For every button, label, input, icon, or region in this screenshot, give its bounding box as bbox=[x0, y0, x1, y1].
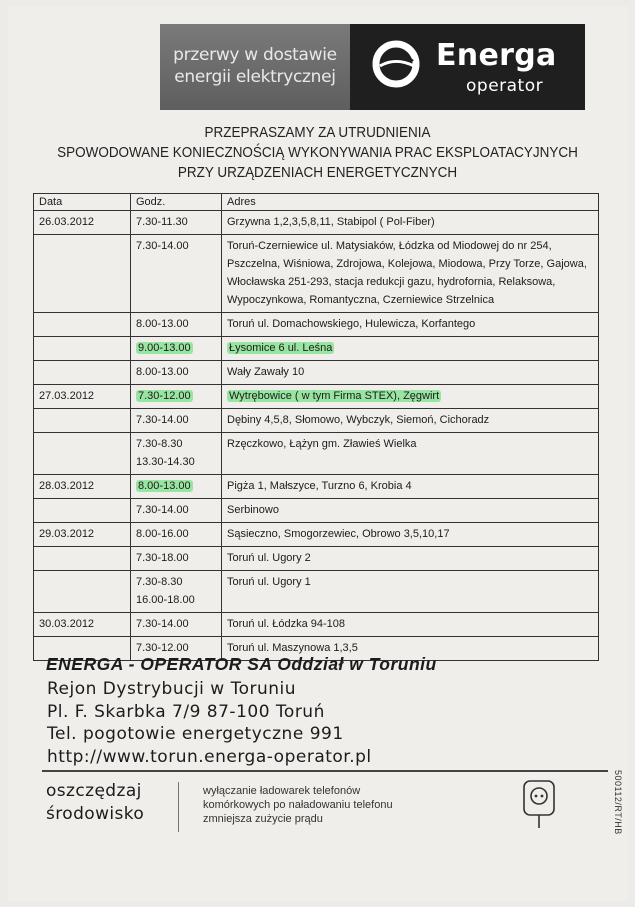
cell-time-text: 8.00-13.00 bbox=[138, 480, 191, 492]
cell-address bbox=[222, 499, 599, 523]
cell-address bbox=[222, 313, 599, 337]
cell-address bbox=[222, 337, 599, 361]
cell-time-text: 8.00-13.00 bbox=[136, 366, 189, 378]
cell-time-text: 7.30-8.30 16.00-18.00 bbox=[136, 576, 195, 606]
cell-date bbox=[34, 385, 131, 409]
outage-schedule-table bbox=[33, 193, 599, 661]
brand-subtitle: operator bbox=[466, 76, 544, 96]
cell-address-text: Toruń ul. Łódzka 94-108 bbox=[227, 618, 346, 630]
cell-address bbox=[222, 523, 599, 547]
table-row bbox=[34, 409, 599, 433]
cell-time bbox=[131, 385, 222, 409]
cell-time bbox=[131, 571, 222, 613]
cell-date bbox=[34, 571, 131, 613]
cell-date bbox=[34, 523, 131, 547]
cell-address-text: Grzywna 1,2,3,5,8,11, Stabipol ( Pol-Fiber) bbox=[227, 216, 435, 228]
cell-date-text: 30.03.2012 bbox=[39, 618, 95, 630]
cell-address-text: Toruń-Czerniewice ul. Matysiaków, Łódzka od Miodowej do nr 254, Pszczelna, Wiśniowa, Zdrojowa, Kolejowa, Miodowa, Przy Torze, Gajowa, Włocławska 251-293, stacja redukcji gazu, hydrofornia, Relaksowa, Wypoczynkowa, Romantyczna, Czerniewice Strzelnica bbox=[227, 240, 587, 306]
heading-line2: SPOWODOWANE KONIECZNOŚCIĄ WYKONYWANIA PRAC EKSPLOATACYJNYCH bbox=[57, 145, 578, 161]
cell-date bbox=[34, 409, 131, 433]
cell-address bbox=[222, 547, 599, 571]
column-header-address: Adres bbox=[222, 194, 599, 211]
cell-address bbox=[222, 475, 599, 499]
cell-time bbox=[131, 547, 222, 571]
cell-date-text: 28.03.2012 bbox=[39, 480, 95, 492]
cell-time bbox=[131, 313, 222, 337]
cell-time-text: 7.30-14.00 bbox=[136, 414, 189, 426]
cell-address-text: Wały Zawały 10 bbox=[227, 366, 305, 378]
cell-time-text: 7.30-8.30 13.30-14.30 bbox=[136, 438, 195, 468]
cell-time-text: 9.00-13.00 bbox=[138, 342, 191, 354]
eco-note bbox=[203, 784, 483, 826]
cell-date bbox=[34, 211, 131, 235]
cell-date bbox=[34, 547, 131, 571]
banner-left-line2: energii elektrycznej bbox=[174, 67, 336, 87]
cell-date bbox=[34, 499, 131, 523]
table-row bbox=[34, 235, 599, 313]
ad-code: 500112/RT/HB bbox=[613, 770, 623, 835]
column-header-time: Godz. bbox=[131, 194, 222, 211]
cell-time-text: 7.30-14.00 bbox=[136, 504, 189, 516]
cell-time bbox=[131, 499, 222, 523]
cell-date bbox=[34, 337, 131, 361]
table-row bbox=[34, 547, 599, 571]
cell-time-text: 7.30-14.00 bbox=[136, 240, 189, 252]
table-row bbox=[34, 385, 599, 409]
eco-slogan-line1: oszczędzaj bbox=[46, 781, 142, 801]
plug-icon bbox=[521, 778, 557, 830]
address-line1: Rejon Dystrybucji w Toruniu bbox=[47, 679, 297, 699]
address-line2: Pl. F. Skarbka 7/9 87-100 Toruń bbox=[47, 701, 325, 722]
cell-date bbox=[34, 613, 131, 637]
energa-logo-icon bbox=[372, 40, 420, 88]
eco-note-line1: wyłączanie ładowarek telefonów bbox=[203, 785, 361, 797]
cell-date bbox=[34, 313, 131, 337]
cell-time-text: 7.30-14.00 bbox=[136, 618, 189, 630]
heading-line3: PRZY URZĄDZENIACH ENERGETYCZNYCH bbox=[177, 165, 458, 181]
table-row bbox=[34, 313, 599, 337]
cell-date-text: 29.03.2012 bbox=[39, 528, 95, 540]
footer-divider bbox=[42, 770, 608, 772]
table-row bbox=[34, 499, 599, 523]
eco-separator bbox=[178, 782, 179, 832]
cell-address-text: Toruń ul. Domachowskiego, Hulewicza, Korfantego bbox=[227, 318, 476, 330]
cell-date-text: 27.03.2012 bbox=[39, 390, 95, 402]
eco-note-line3: zmniejsza zużycie prądu bbox=[203, 813, 323, 825]
table-row bbox=[34, 433, 599, 475]
cell-address-text: Rzęczkowo, Łążyn gm. Zławieś Wielka bbox=[227, 438, 417, 450]
cell-time-text: 7.30-12.00 bbox=[136, 642, 189, 654]
cell-address-text: Wytrębowice ( w tym Firma STEX), Zęgwirt bbox=[229, 390, 440, 402]
cell-date bbox=[34, 361, 131, 385]
banner-left bbox=[160, 24, 350, 110]
cell-time bbox=[131, 235, 222, 313]
cell-time bbox=[131, 523, 222, 547]
cell-time bbox=[131, 433, 222, 475]
cell-date bbox=[34, 235, 131, 313]
cell-address-text: Serbinowo bbox=[227, 504, 279, 516]
cell-address bbox=[222, 409, 599, 433]
eco-note-line2: komórkowych po naładowaniu telefonu bbox=[203, 799, 393, 811]
cell-time-text: 8.00-13.00 bbox=[136, 318, 189, 330]
banner-logo bbox=[350, 24, 585, 110]
cell-address bbox=[222, 235, 599, 313]
company-address bbox=[47, 678, 372, 768]
cell-address bbox=[222, 571, 599, 613]
cell-time bbox=[131, 361, 222, 385]
table-row bbox=[34, 211, 599, 235]
column-header-date: Data bbox=[34, 194, 131, 211]
table-row bbox=[34, 571, 599, 613]
cell-time bbox=[131, 409, 222, 433]
cell-address-text: Dębiny 4,5,8, Słomowo, Wybczyk, Siemoń, Cichoradz bbox=[227, 414, 490, 426]
cell-address bbox=[222, 211, 599, 235]
cell-address-text: Toruń ul. Ugory 2 bbox=[227, 552, 311, 564]
cell-address bbox=[222, 385, 599, 409]
table-row bbox=[34, 361, 599, 385]
company-name: ENERGA - OPERATOR SA Oddział w Toruniu bbox=[46, 654, 437, 674]
address-line4: http://www.torun.energa-operator.pl bbox=[47, 746, 372, 767]
table-row bbox=[34, 523, 599, 547]
brand-name: Energa bbox=[436, 38, 557, 73]
cell-time-text: 7.30-18.00 bbox=[136, 552, 189, 564]
cell-date-text: 26.03.2012 bbox=[39, 216, 95, 228]
cell-date bbox=[34, 433, 131, 475]
cell-address bbox=[222, 361, 599, 385]
address-line3: Tel. pogotowie energetyczne 991 bbox=[47, 724, 344, 744]
cell-address bbox=[222, 433, 599, 475]
cell-time bbox=[131, 337, 222, 361]
cell-time-text: 7.30-11.30 bbox=[136, 216, 188, 228]
eco-slogan bbox=[46, 780, 144, 826]
cell-date bbox=[34, 475, 131, 499]
notice-heading bbox=[0, 123, 635, 183]
cell-time bbox=[131, 613, 222, 637]
table-row bbox=[34, 475, 599, 499]
eco-slogan-line2: środowisko bbox=[46, 804, 145, 824]
cell-address-text: Sąsieczno, Smogorzewiec, Obrowo 3,5,10,17 bbox=[227, 528, 450, 540]
cell-time bbox=[131, 211, 222, 235]
cell-address-text: Łysomice 6 ul. Leśna bbox=[229, 342, 333, 354]
cell-address-text: Toruń ul. Maszynowa 1,3,5 bbox=[227, 642, 358, 654]
table-row bbox=[34, 337, 599, 361]
cell-time-text: 8.00-16.00 bbox=[136, 528, 189, 540]
cell-time-text: 7.30-12.00 bbox=[138, 390, 191, 402]
table-row bbox=[34, 613, 599, 637]
cell-address-text: Pigża 1, Małszyce, Turzno 6, Krobia 4 bbox=[227, 480, 412, 492]
heading-line1: PRZEPRASZAMY ZA UTRUDNIENIA bbox=[204, 125, 431, 141]
table-header-row bbox=[34, 194, 599, 211]
banner-left-line1: przerwy w dostawie bbox=[173, 45, 337, 65]
cell-time bbox=[131, 475, 222, 499]
cell-address-text: Toruń ul. Ugory 1 bbox=[227, 576, 311, 588]
cell-address bbox=[222, 613, 599, 637]
